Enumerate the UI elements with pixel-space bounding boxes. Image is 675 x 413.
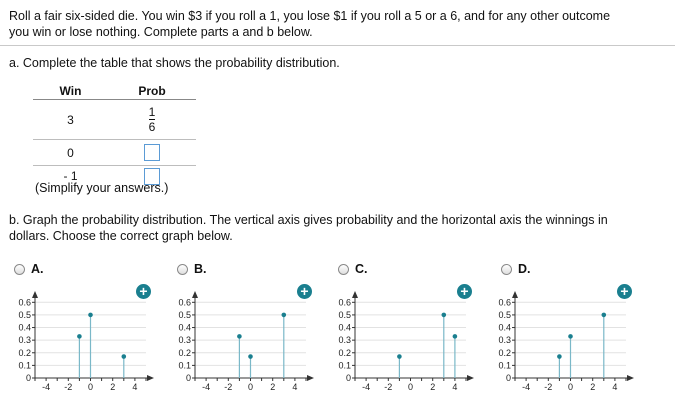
x-tick-label: 0: [407, 382, 414, 392]
option-a[interactable]: [14, 262, 44, 276]
part-b-prompt-line-2: dollars. Choose the correct graph below.: [9, 229, 233, 243]
y-tick-label: 0.5: [178, 309, 191, 320]
data-point: [568, 334, 573, 339]
option-d[interactable]: [501, 262, 531, 276]
zoom-in-icon[interactable]: +: [297, 284, 312, 299]
y-tick-label: 0: [345, 373, 351, 383]
data-point: [282, 313, 287, 318]
option-c-label: C.: [355, 262, 368, 276]
y-tick-label: 0: [25, 373, 31, 383]
x-tick-label: -2: [384, 382, 393, 392]
simplify-hint: (Simplify your answers.): [35, 181, 169, 195]
data-point: [557, 354, 562, 359]
data-point: [88, 313, 93, 318]
table-row: [33, 100, 196, 140]
win-cell: 3: [33, 100, 108, 140]
graph-option-c: [328, 284, 478, 400]
y-tick-label: 0: [505, 373, 511, 383]
y-tick-label: 0.5: [498, 309, 511, 320]
header-prob: Prob: [108, 83, 196, 100]
data-point: [453, 334, 458, 339]
table-header-row: [33, 83, 196, 100]
x-tick-label: 2: [110, 382, 116, 392]
graph-option-d: [488, 284, 638, 400]
fraction-denominator: 6: [148, 119, 156, 134]
x-tick-label: 4: [132, 382, 138, 392]
y-tick-label: 0.6: [18, 297, 31, 308]
y-axis-arrow: [512, 291, 518, 298]
radio-button-icon[interactable]: [501, 264, 512, 275]
x-tick-label: 4: [292, 382, 298, 392]
question-text-line-2: you win or lose nothing. Complete parts a and b below.: [9, 25, 313, 39]
table-row: [33, 140, 196, 166]
fraction: [149, 106, 156, 133]
graph-option-b: [168, 284, 318, 400]
y-tick-label: 0.1: [338, 360, 351, 371]
zoom-in-icon[interactable]: +: [457, 284, 472, 299]
radio-button-icon[interactable]: [177, 264, 188, 275]
x-tick-label: 0: [87, 382, 94, 392]
x-tick-label: 0: [247, 382, 254, 392]
y-tick-label: 0.1: [498, 360, 511, 371]
data-point: [248, 354, 253, 359]
y-tick-label: 0.4: [338, 322, 351, 333]
question-text-line-1: Roll a fair six-sided die. You win $3 if you roll a 1, you lose $1 if you roll a 5 or a 6, and for any other outcome: [9, 9, 611, 23]
data-point: [602, 313, 607, 318]
y-axis-arrow: [352, 291, 358, 298]
zoom-in-icon[interactable]: +: [136, 284, 151, 299]
y-tick-label: 0.5: [338, 309, 351, 320]
x-tick-label: 2: [590, 382, 596, 392]
x-tick-label: -4: [362, 382, 371, 392]
y-tick-label: 0.4: [178, 322, 191, 333]
y-tick-label: 0.2: [18, 347, 31, 358]
x-tick-label: -4: [42, 382, 51, 392]
part-b-prompt-line-1: b. Graph the probability distribution. The vertical axis gives probability and the horizontal axis the winnings in: [9, 213, 608, 227]
data-point: [442, 313, 447, 318]
y-tick-label: 0.2: [178, 347, 191, 358]
prob-answer-input-0[interactable]: [144, 144, 160, 161]
x-axis-arrow: [627, 375, 634, 381]
data-point: [237, 334, 242, 339]
y-tick-label: 0.6: [498, 297, 511, 308]
y-axis-arrow: [32, 291, 38, 298]
option-c[interactable]: [338, 262, 368, 276]
probability-table: [33, 83, 196, 186]
y-tick-label: 0.5: [18, 309, 31, 320]
fraction-numerator: 1: [148, 104, 156, 119]
win-cell: 0: [33, 140, 108, 166]
y-tick-label: 0.3: [338, 335, 351, 346]
y-tick-label: 0.4: [18, 322, 31, 333]
y-tick-label: 0.1: [18, 360, 31, 371]
prob-cell: [108, 100, 196, 140]
x-axis-arrow: [147, 375, 154, 381]
win-cell: - 1: [63, 169, 78, 183]
x-tick-label: -2: [64, 382, 73, 392]
prob-cell: [108, 140, 196, 166]
y-tick-label: 0: [185, 373, 191, 383]
data-point: [77, 334, 82, 339]
y-tick-label: 0.3: [178, 335, 191, 346]
option-a-label: A.: [31, 262, 44, 276]
y-tick-label: 0.6: [178, 297, 191, 308]
x-tick-label: 4: [612, 382, 618, 392]
radio-button-icon[interactable]: [14, 264, 25, 275]
x-tick-label: -4: [202, 382, 211, 392]
x-axis-arrow: [467, 375, 474, 381]
zoom-in-icon[interactable]: +: [617, 284, 632, 299]
y-axis-arrow: [192, 291, 198, 298]
divider: [0, 45, 675, 46]
y-tick-label: 0.3: [498, 335, 511, 346]
y-tick-label: 0.2: [338, 347, 351, 358]
x-tick-label: -2: [544, 382, 553, 392]
data-point: [122, 354, 127, 359]
option-b-label: B.: [194, 262, 207, 276]
y-tick-label: 0.3: [18, 335, 31, 346]
x-tick-label: -2: [224, 382, 233, 392]
radio-button-icon[interactable]: [338, 264, 349, 275]
option-b[interactable]: [177, 262, 207, 276]
graph-option-a: [8, 284, 158, 400]
y-tick-label: 0.4: [498, 322, 511, 333]
data-point: [397, 354, 402, 359]
header-win: Win: [33, 83, 108, 100]
y-tick-label: 0.2: [498, 347, 511, 358]
y-tick-label: 0.1: [178, 360, 191, 371]
x-tick-label: 2: [430, 382, 436, 392]
part-a-prompt: a. Complete the table that shows the probability distribution.: [9, 56, 340, 70]
x-tick-label: 2: [270, 382, 276, 392]
option-d-label: D.: [518, 262, 531, 276]
x-axis-arrow: [307, 375, 314, 381]
x-tick-label: -4: [522, 382, 531, 392]
y-tick-label: 0.6: [338, 297, 351, 308]
x-tick-label: 4: [452, 382, 458, 392]
x-tick-label: 0: [567, 382, 574, 392]
